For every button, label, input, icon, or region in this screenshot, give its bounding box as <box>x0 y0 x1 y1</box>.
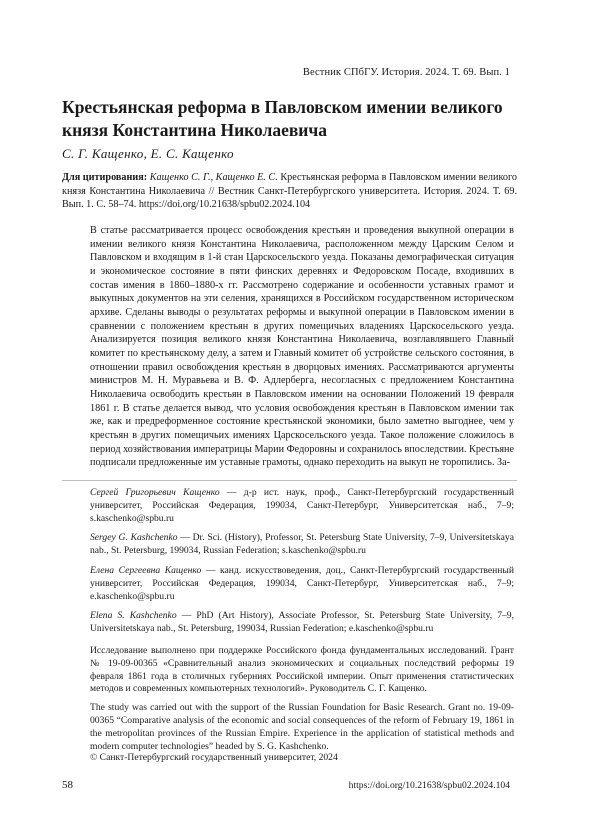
author-name: Сергей Григорьевич Кащенко <box>90 487 220 498</box>
author-info-item <box>90 532 514 558</box>
author-details: — канд. искусствоведения, доц., Санкт-Петербургский государственный университет, Российская Федерация, 199034, Санкт-Петербург, Университетская наб., 7–9; e.kaschenko@spbu.ru <box>90 564 514 602</box>
funding-en: The study was carried out with the support of the Russian Foundation for Basic Research. Grant no. 19-09-00365 “Comparative analysis of the economic and social consequences of the reform of February 19, 1861 in the metropolitan provinces of the Russian Empire. Experience in the application of statistical methods and modern computer technologies” headed by S. G. Kashchenko. <box>90 702 514 752</box>
running-head: Вестник СПбГУ. История. 2024. Т. 69. Вып. 1 <box>302 67 510 78</box>
author-name: Elena S. Kashchenko <box>90 610 177 622</box>
funding-ru: Исследование выполнено при поддержке Российского фонда фундаментальных исследований. Грант № 19-09-00365 «Сравнительный анализ экономических и социальных последствий реформы 19 февраля 1861 года в столичных губерниях Российской империи. Опыт применения статистических методов и современных компьютерных технологий». Руководитель С. Г. Кащенко. <box>90 645 514 695</box>
abstract <box>90 224 514 470</box>
article-title: Крестьянская реформа в Павловском имении великого князя Константина Николаевича <box>62 97 503 140</box>
author-name: Sergey G. Kashchenko <box>90 532 178 544</box>
copyright: © Санкт-Петербургский государственный университет, 2024 <box>90 752 338 763</box>
author-info-item <box>90 610 514 636</box>
author-info-list <box>90 487 514 643</box>
article-authors: С. Г. Кащенко, Е. С. Кащенко <box>62 146 234 161</box>
author-details: — Dr. Sci. (History), Professor, St. Petersburg State University, 7–9, Universitetskaya nab., St. Petersburg, 199034, Russian Federation; s.kaschenko@spbu.ru <box>90 532 514 557</box>
author-info-item <box>90 565 514 603</box>
footer-doi: https://doi.org/10.21638/spbu02.2024.104 <box>348 780 510 791</box>
page-number: 58 <box>62 779 73 791</box>
author-details: — PhD (Art History), Associate Professor, St. Petersburg State University, 7–9, Universitetskaya nab., St. Petersburg, 199034, Russian Federation; e.kaschenko@spbu.ru <box>90 610 515 635</box>
citation-lead: Для цитирования: <box>62 172 148 183</box>
author-name: Елена Сергеевна Кащенко <box>90 564 202 576</box>
divider <box>62 480 517 481</box>
citation-authors: Кащенко С. Г., Кащенко Е. С. <box>149 172 278 183</box>
citation-text: Крестьянская реформа в Павловском имении великого князя Константина Николаевича // Вестник Санкт-Петербургского университета. История. 2024. Т. 69. Вып. 1. С. 58–74. https://doi.org/10.21638/spbu02.2024.104 <box>62 172 518 210</box>
author-info-item <box>90 487 514 525</box>
funding-notes <box>90 645 514 759</box>
citation-block <box>62 171 517 212</box>
author-details: — д-р ист. наук, проф., Санкт-Петербургский государственный университет, Российская Федерация, 199034, Санкт-Петербург, Университетская наб., 7–9; s.kaschenko@spbu.ru <box>90 487 514 524</box>
abstract-text: В статье рассматривается процесс освобождения крестьян и проведения выкупной операции в имении великого князя Константина Николаевича, расположенном между Царским Селом и Павловском и входящим в 1-й стан Царскосельского уезда. Показаны демографическая ситуация и экономическое состояние в пяти финских деревнях и Федоровском Посаде, входивших в состав имения в 1860–1880-х гг. Рассмотрено содержание и особенности уставных грамот и выкупных документов на эти селения, хранящихся в Российском государственном историческом архиве. Сделаны выводы о результатах реформы и выкупной операции в Павловском имении в сравнении с положением крестьян в других помещичьих владениях Царскосельского уезда. Анализируется позиция великого князя Константина Николаевича, возглавлявшего Главный комитет по крестьянскому делу, а затем и Главный комитет об устройстве сельского состояния, в отношении правил освобождения крестьян в дворцовых имениях. Рассматриваются аргументы министров М. Н. Муравьева и В. Ф. Адлерберга, несогласных с предложением Константина Николаевича освободить крестьян в Павловском имении на основании Положений 19 февраля 1861 г. В статье делается вывод, что условия освобождения крестьян в Павловском имении так же, как и предреформенное состояние крестьянской экономики, было заметно выгоднее, чем у крестьян в других помещичьих имениях Царскосельского уезда. Такое положение сложилось в период хозяйствования императрицы Марии Федоровны и сохранилось впоследствии. Крестьяне подписали предложенные им уставные грамоты, однако переходить на выкуп не торопились. За- <box>90 225 514 469</box>
